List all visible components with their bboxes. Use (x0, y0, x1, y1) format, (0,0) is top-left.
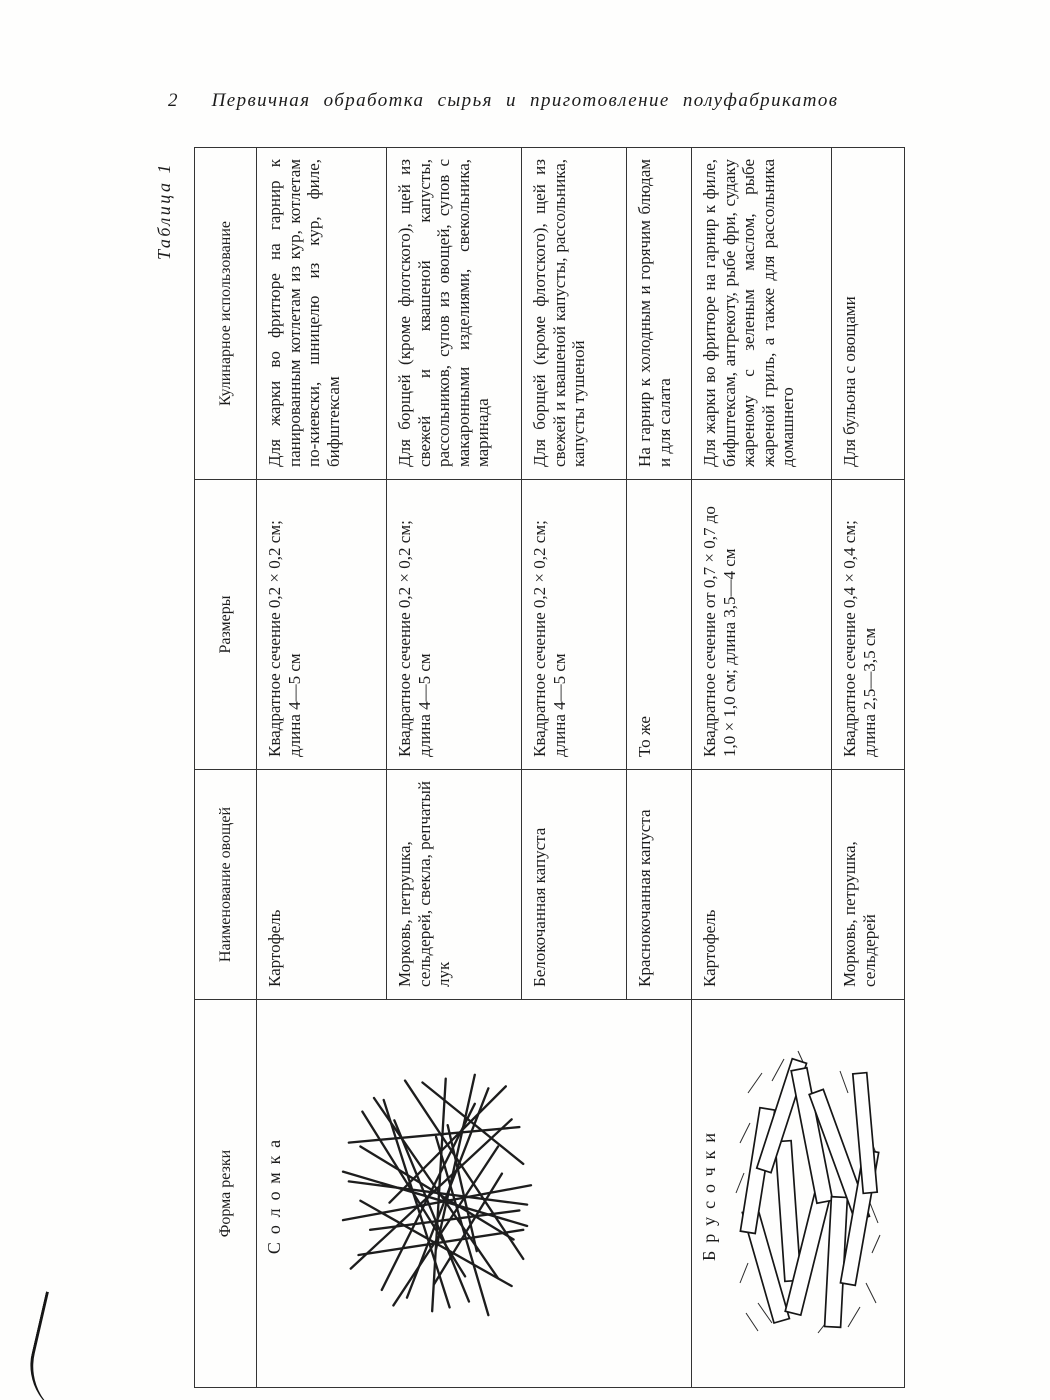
table-header-row (195, 148, 257, 1388)
use-cell: Для жарки во фритюре на гарнир к панированным котлетам из кур, котлетам по-киевски, шницелю из кур, филе, бифштексам (257, 148, 387, 480)
shape-cell-brusochki (692, 1000, 905, 1388)
col-header-shape: Форма резки (195, 1000, 257, 1388)
straw-strokes (342, 1075, 530, 1315)
col-header-size: Размеры (195, 480, 257, 770)
vegetable-cell: Морковь, петрушка, сельдерей (832, 770, 905, 1000)
julienne-straws-illustration (331, 1067, 543, 1319)
vegetable-cell: Белокочанная капуста (522, 770, 627, 1000)
vegetable-cell: Картофель (692, 770, 832, 1000)
table-row (692, 148, 832, 1388)
table-row (257, 148, 387, 1388)
use-cell: Для борщей (кроме флотского), щей из свежей и квашеной капусты, рассольника, капусты тушеной (522, 148, 627, 480)
table-caption: Таблица 1 (154, 162, 174, 261)
rotated-table-block (150, 148, 906, 1388)
size-cell: Квадратное сечение 0,2 × 0,2 см; длина 4—5 см (257, 480, 387, 770)
julienne-illustration-wrapper (331, 1011, 548, 1375)
batons-illustration (728, 1043, 886, 1343)
running-header: Первичная обработка сырья и приготовление полуфабрикатов (211, 90, 839, 111)
size-cell: Квадратное сечение 0,2 × 0,2 см; длина 4—5 см (387, 480, 522, 770)
vegetable-cell: Краснокочанная капуста (627, 770, 692, 1000)
col-header-use: Кулинарное использование (195, 148, 257, 480)
shape-cell-solomka (257, 1000, 692, 1388)
size-cell: Квадратное сечение 0,4 × 0,4 см; длина 2,5—3,5 см (832, 480, 905, 770)
size-cell: То же (627, 480, 692, 770)
size-cell: Квадратное сечение 0,2 × 0,2 см; длина 4—5 см (522, 480, 627, 770)
use-cell: Для борщей (кроме флотского), щей из свежей и квашеной капусты, рассольников, супов из овощей, супов с макаронными изделиями, свекольника, маринада (387, 148, 522, 480)
use-cell: На гарнир к холодным и горячим блюдам и для салата (627, 148, 692, 480)
shape-label-solomka: Соломка (264, 1131, 284, 1255)
batons-illustration-wrapper (728, 1011, 891, 1375)
vegetable-cutting-table (194, 147, 905, 1388)
page-edge-curl (19, 1291, 99, 1400)
page-number: 2 (168, 90, 178, 111)
use-cell: Для жарки во фритюре на гарнир к филе, бифштексам, антрекоту, рыбе фри, судаку жареному с зеленым маслом, рыбе жареной гриль, а также для рассольника домашнего (692, 148, 832, 480)
vegetable-cell: Картофель (257, 770, 387, 1000)
use-cell: Для бульона с овощами (832, 148, 905, 480)
col-header-vegetable: Наименование овощей (195, 770, 257, 1000)
shape-label-brusochki: Брусочки (699, 1124, 719, 1262)
vegetable-cell: Морковь, петрушка, сельдерей, свекла, репчатый лук (387, 770, 522, 1000)
baton-shapes (740, 1059, 878, 1328)
size-cell: Квадратное сечение от 0,7 × 0,7 до 1,0 × 1,0 см; длина 3,5—4 см (692, 480, 832, 770)
